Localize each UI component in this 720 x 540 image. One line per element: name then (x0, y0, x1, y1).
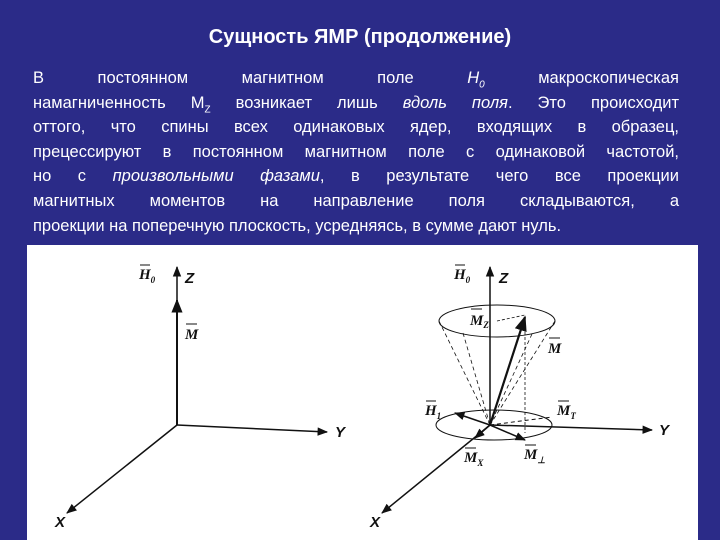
text-run: макроскопическая (484, 69, 679, 87)
paragraph-line (33, 140, 679, 165)
y-axis (177, 425, 327, 432)
paragraph-line (33, 66, 679, 91)
magnetization-diagram (27, 245, 698, 540)
text-run: возникает лишь (210, 93, 403, 112)
x-axis (382, 425, 490, 513)
text-run: , в результате чего все проекции (319, 167, 679, 186)
h0-label: $H_0$ (454, 267, 471, 285)
x-axis (67, 425, 177, 513)
paragraph-line (33, 214, 679, 239)
m-label: M (548, 341, 562, 357)
mz-label: $M_Z$ (470, 313, 489, 330)
body-paragraph (33, 66, 679, 238)
magnetization-vector (490, 317, 525, 425)
mperp-label: $M_\perp$ (524, 447, 546, 465)
text-run: намагниченность M (33, 93, 205, 112)
text-run: проекции на поперечную плоскость, усредняясь, в сумме дают нуль. (33, 216, 562, 235)
y-axis-label: Y (659, 422, 670, 439)
text-run: оттого, что спины всех одинаковых ядер, входящих в образец, (33, 118, 679, 137)
text-run: магнитных моментов на направление поля складываются, а (33, 191, 679, 210)
text-run: 0 (479, 79, 485, 91)
mx-label: $M_X$ (464, 450, 484, 468)
h0-label: $H_0$ (139, 267, 156, 285)
paragraph-line (33, 189, 679, 214)
text-run: вдоль поля (402, 93, 508, 112)
paragraph-line (33, 91, 679, 116)
radius-line (497, 315, 525, 321)
mt-label: $M_T$ (557, 403, 576, 421)
z-axis-label: Z (499, 270, 509, 287)
text-run: H (467, 69, 480, 87)
text-run: прецессируют в постоянном магнитном поле с одинаковой частотой, (33, 142, 679, 161)
x-axis-label: X (55, 514, 66, 531)
text-run: В постоянном магнитном поле (33, 69, 468, 87)
right-diagram (369, 265, 671, 531)
text-run: произвольными фазами (112, 167, 320, 186)
text-run: Z (204, 103, 211, 115)
h1-vector (455, 413, 490, 425)
m-label: M (185, 327, 199, 343)
mx-vector (475, 425, 490, 438)
h1-label: $H_1$ (425, 403, 442, 421)
paragraph-line (33, 115, 679, 140)
magnetization-figure (27, 245, 698, 540)
z-axis-label: Z (185, 270, 195, 287)
left-diagram (54, 265, 347, 531)
slide-title: Сущность ЯМР (продолжение) (208, 26, 512, 48)
cone-edge (490, 334, 532, 425)
y-axis (490, 425, 652, 430)
y-axis-label: Y (335, 424, 346, 441)
transverse-vector (490, 425, 525, 440)
x-axis-label: X (370, 514, 381, 531)
text-run: . Это происходит (507, 93, 680, 112)
mt-projection (490, 417, 552, 425)
text-run: но с (33, 167, 113, 186)
paragraph-line (33, 164, 679, 189)
